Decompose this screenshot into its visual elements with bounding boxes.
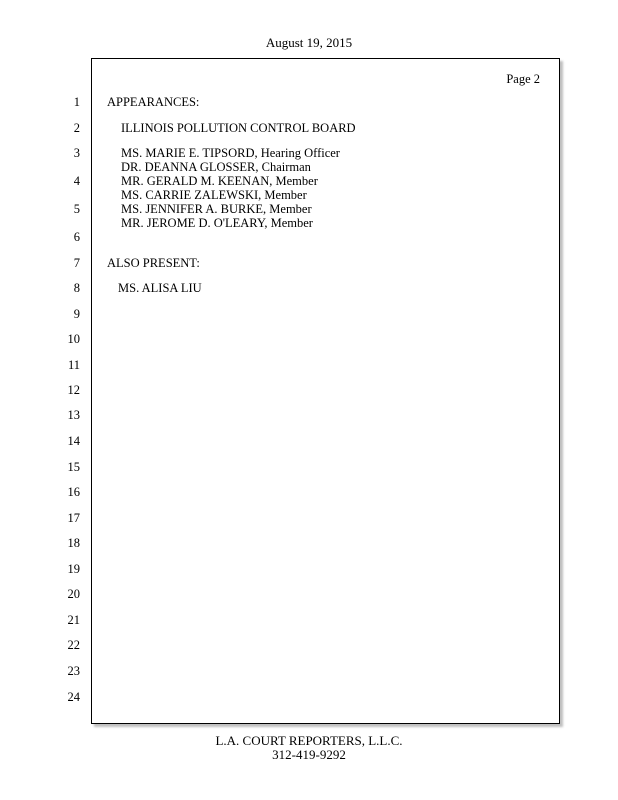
line-number: 13 xyxy=(67,408,80,422)
line-number: 9 xyxy=(73,307,80,321)
line-number: 20 xyxy=(67,587,80,601)
line-number: 22 xyxy=(67,638,80,652)
line-number: 19 xyxy=(67,562,80,576)
line-number: 16 xyxy=(67,485,80,499)
line-number: 24 xyxy=(67,690,80,704)
line-number: 5 xyxy=(73,202,80,216)
line-number: 2 xyxy=(73,121,80,135)
line-number: 23 xyxy=(67,664,80,678)
line-number: 10 xyxy=(67,332,80,346)
appearances-heading: APPEARANCES: xyxy=(107,95,200,109)
line-number: 3 xyxy=(73,146,80,160)
board-name: ILLINOIS POLLUTION CONTROL BOARD xyxy=(121,121,356,135)
line-number: 14 xyxy=(67,434,80,448)
also-present-person: MS. ALISA LIU xyxy=(118,281,202,295)
line-number: 4 xyxy=(73,174,80,188)
board-member: MR. JEROME D. O'LEARY, Member xyxy=(121,216,313,230)
line-number: 11 xyxy=(67,358,80,372)
line-number: 21 xyxy=(67,613,80,627)
line-number: 17 xyxy=(67,511,80,525)
line-number: 12 xyxy=(67,383,80,397)
line-number: 7 xyxy=(73,256,80,270)
line-number: 18 xyxy=(67,536,80,550)
header-date: August 19, 2015 xyxy=(265,35,353,50)
line-number: 15 xyxy=(67,460,80,474)
line-number: 1 xyxy=(73,95,80,109)
board-member: DR. DEANNA GLOSSER, Chairman xyxy=(121,160,311,174)
line-number: 6 xyxy=(73,230,80,244)
page-number: Page 2 xyxy=(506,72,540,86)
line-number: 8 xyxy=(73,281,80,295)
board-member: MS. CARRIE ZALEWSKI, Member xyxy=(121,188,307,202)
also-present-heading: ALSO PRESENT: xyxy=(107,256,200,270)
footer-phone: 312-419-9292 xyxy=(272,747,346,762)
board-member: MS. JENNIFER A. BURKE, Member xyxy=(121,202,312,216)
footer-company: L.A. COURT REPORTERS, L.L.C. xyxy=(215,733,403,748)
board-member: MS. MARIE E. TIPSORD, Hearing Officer xyxy=(121,146,340,160)
board-member: MR. GERALD M. KEENAN, Member xyxy=(121,174,318,188)
